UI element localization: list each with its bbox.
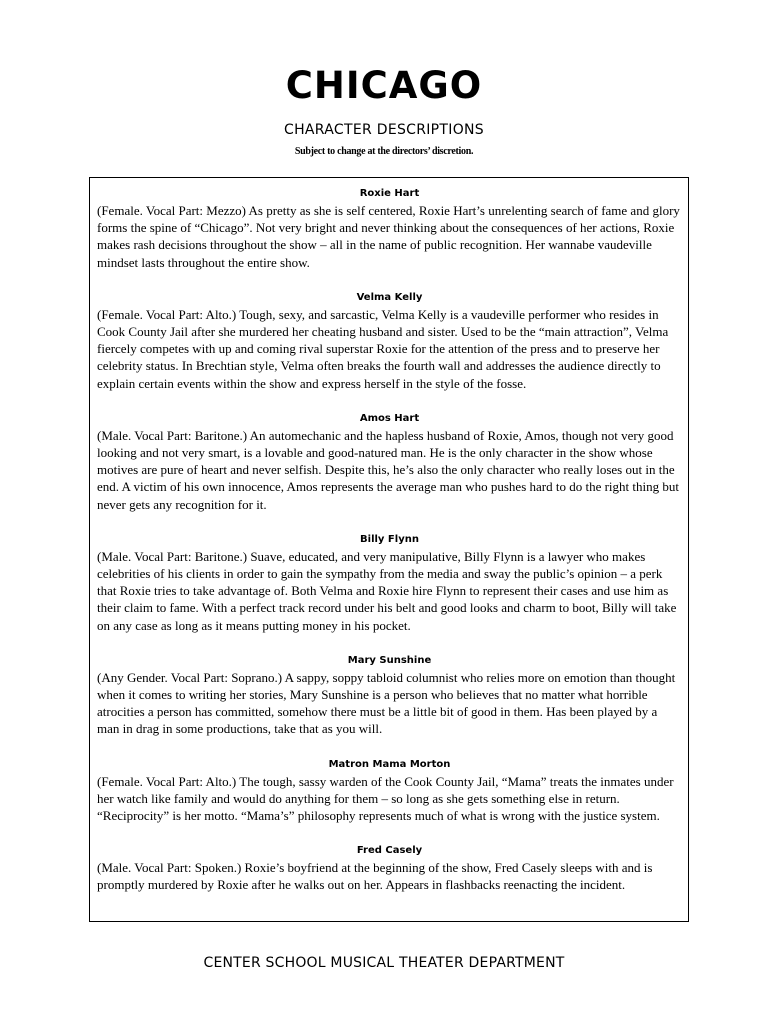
character-entry-mary-sunshine	[97, 653, 682, 738]
character-description: (Any Gender. Vocal Part: Soprano.) A sappy, soppy tabloid columnist who relies more on emotion than thought when it comes to writing her stories, Mary Sunshine is a person who believes that no matter what horrible atrocities a person has committed, somehow there must be a little bit of good in them. Has been played by a man in drag in some productions, take that as you will.	[97, 669, 676, 737]
character-name: Roxie Hart	[359, 188, 420, 199]
character-description: (Female. Vocal Part: Alto.) The tough, sassy warden of the Cook County Jail, “Mama” treats the inmates under her watch like family and would do anything for them – so long as she gets something else in return. “Reciprocity” is her motto. “Mama’s” philosophy represents much of what is wrong with the justice system.	[97, 773, 674, 824]
character-name: Amos Hart	[359, 412, 420, 424]
character-name: Mary Sunshine	[347, 654, 432, 666]
character-description: (Male. Vocal Part: Spoken.) Roxie’s boyfriend at the beginning of the show, Fred Casely sleeps with and is promptly murdered by Roxie after he walks out on her. Appears in flashbacks reenacting the incident.	[97, 860, 653, 893]
character-description: (Female. Vocal Part: Alto.) Tough, sexy, and sarcastic, Velma Kelly is a vaudeville performer who resides in Cook County Jail after she murdered her cheating husband and sister. Used to be the “main attraction”, Velma fiercely competes with up and coming rival superstar Roxie for the attention of the press and to preserve her celebrity status. In Brechtian style, Velma often breaks the fourth wall and addresses the audience directly to explain certain events within the show and express herself in the style of the fosse.	[97, 306, 669, 391]
character-description: (Male. Vocal Part: Baritone.) Suave, educated, and very manipulative, Billy Flynn is a lawyer who makes celebrities of his clients in order to gain the sympathy from the media and sway the public’s opinion – a perk that Roxie tries to take advantage of. Both Velma and Roxie hire Flynn to represent their cases and use him as their claim to fame. With a perfect track record under his belt and good looks and charm to boot, Billy will take on any case as long as it means putting money in his pocket.	[97, 548, 677, 633]
discretion-note: Subject to change at the directors’ discretion.	[294, 146, 474, 157]
character-description: (Male. Vocal Part: Baritone.) An automechanic and the hapless husband of Roxie, Amos, though not very good looking and not very smart, is a lovable and good-natured man. He is the only character in the show whose motives are pure of heart and never selfish. Despite this, he’s also the only character who really loses out in the end. A victim of his own innocence, Amos represents the average man who pushes hard to do the right thing but never gets any recognition for it.	[97, 427, 679, 512]
character-description: (Female. Vocal Part: Mezzo) As pretty as she is self centered, Roxie Hart’s unrelenting search of fame and glory forms the spine of “Chicago”. Not very bright and never thinking about the consequences of her actions, Roxie makes rash decisions throughout the show – all in the name of public recognition. Her wannabe vaudeville mindset lasts throughout the entire show.	[97, 203, 680, 270]
character-name: Velma Kelly	[356, 291, 423, 303]
page-footer: CENTER SCHOOL MUSICAL THEATER DEPARTMENT	[203, 955, 565, 971]
character-name: Billy Flynn	[360, 533, 419, 545]
character-entry-mama-morton	[97, 757, 682, 825]
character-entry-billy-flynn	[97, 532, 682, 634]
page-subtitle: CHARACTER DESCRIPTIONS	[284, 122, 484, 138]
character-name: Fred Casely	[356, 845, 423, 857]
page-title: CHICAGO	[285, 64, 483, 107]
character-entry-roxie-hart	[97, 186, 682, 271]
character-name: Matron Mama Morton	[328, 758, 451, 770]
character-descriptions-box	[89, 177, 689, 922]
character-entry-fred-casely	[97, 843, 682, 893]
character-entry-velma-kelly	[97, 290, 682, 392]
character-entry-amos-hart	[97, 411, 682, 513]
